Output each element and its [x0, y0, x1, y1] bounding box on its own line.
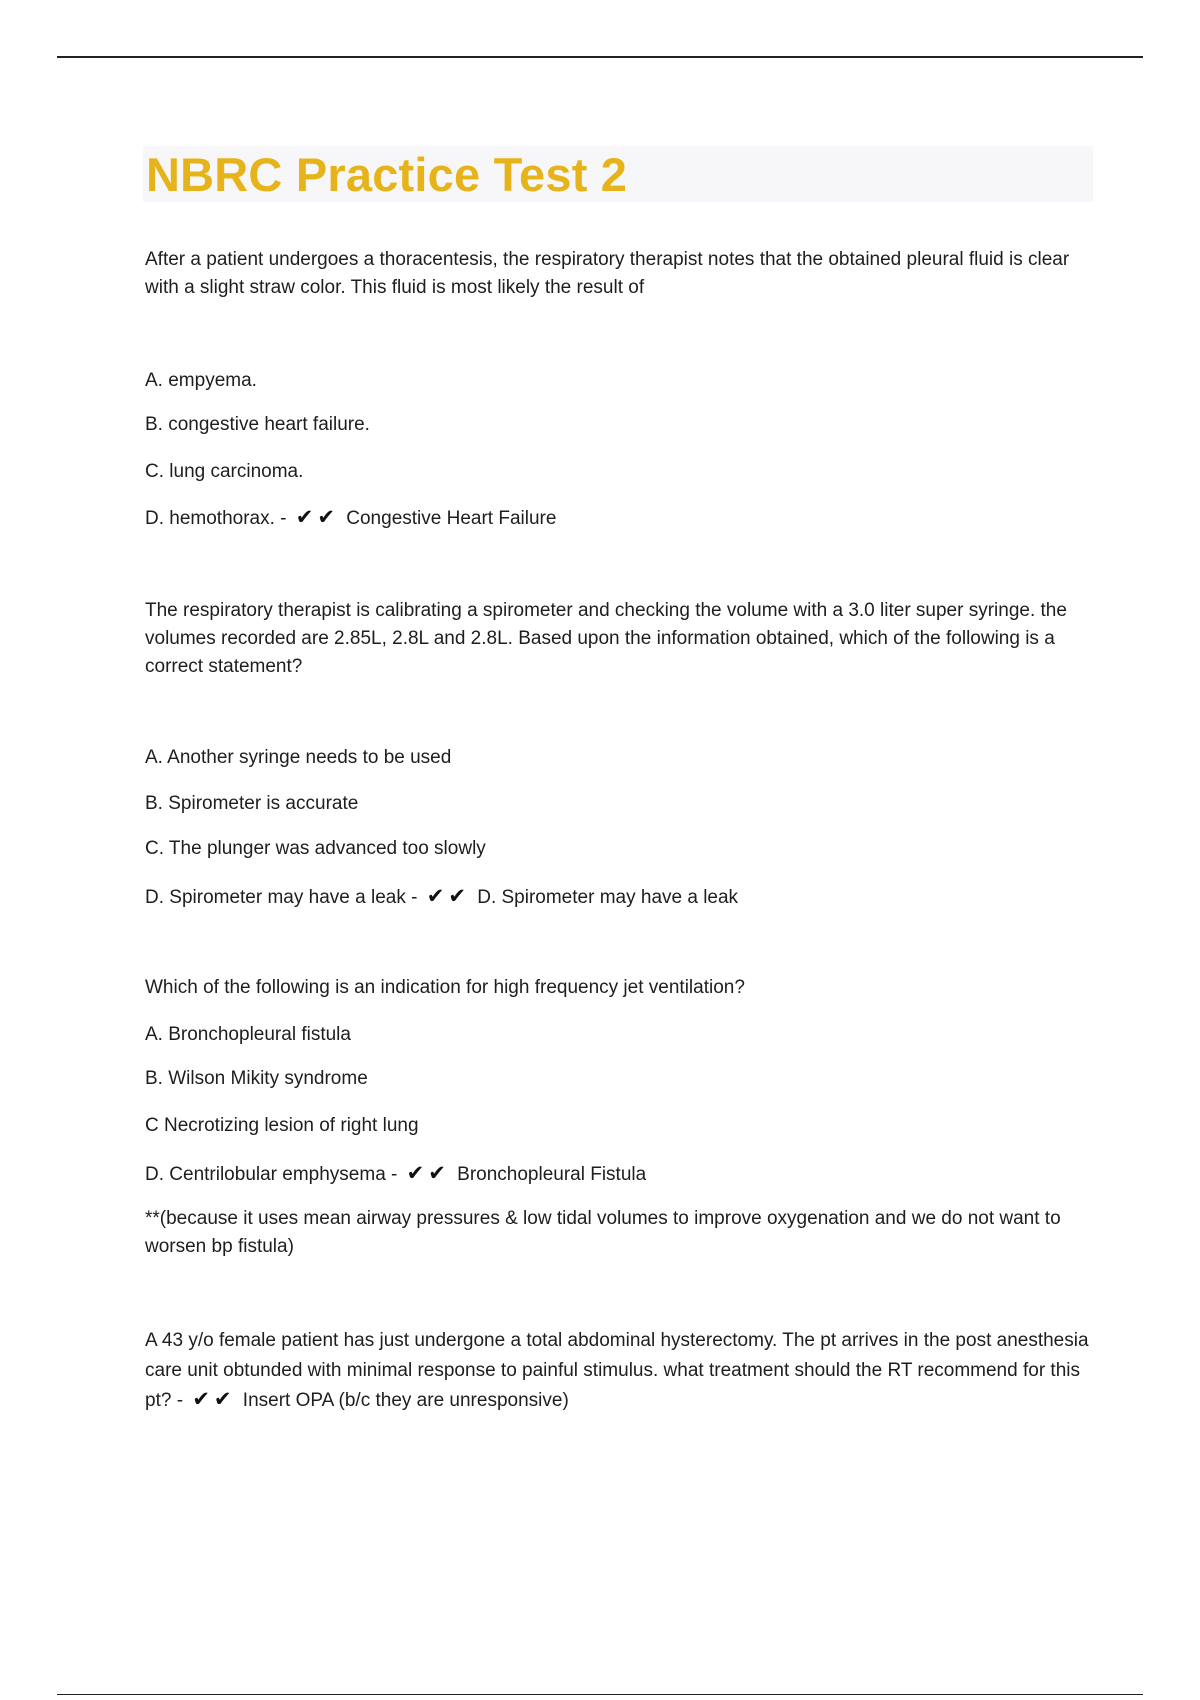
q3-option-d-line	[145, 1160, 1105, 1189]
q1-option-c: C. lung carcinoma.	[145, 461, 304, 482]
q1-option-d-line	[145, 504, 1105, 533]
q2-option-c: C. The plunger was advanced too slowly	[145, 838, 486, 859]
q1-option-d: D. hemothorax. -	[145, 508, 287, 529]
top-rule	[57, 56, 1143, 58]
page-title: NBRC Practice Test 2	[146, 148, 628, 201]
q3-option-d: D. Centrilobular emphysema -	[145, 1164, 398, 1185]
double-check-icon: ✔✔	[192, 1388, 236, 1411]
bottom-rule	[57, 1694, 1143, 1695]
q2-answer: D. Spirometer may have a leak	[477, 887, 739, 908]
q3-note: **(because it uses mean airway pressures & low tidal volumes to improve oxygenation and we do not want to worsen bp fistula)	[145, 1208, 1061, 1257]
double-check-icon: ✔✔	[295, 506, 339, 529]
double-check-icon: ✔✔	[406, 1162, 450, 1185]
q1-stem: After a patient undergoes a thoracentesis, the respiratory therapist notes that the obtained pleural fluid is clear with a slight straw color. This fluid is most likely the result of	[145, 249, 1070, 298]
q2-option-d: D. Spirometer may have a leak -	[145, 887, 418, 908]
q2-option-d-line	[145, 883, 1105, 912]
q2-stem: The respiratory therapist is calibrating a spirometer and checking the volume with a 3.0 liter super syringe. the volumes recorded are 2.85L, 2.8L and 2.8L. Based upon the information obtained, which of the following is a correct statement?	[145, 600, 1067, 677]
double-check-icon: ✔✔	[426, 885, 470, 908]
q3-option-b: B. Wilson Mikity syndrome	[145, 1068, 368, 1089]
q4-stem: A 43 y/o female patient has just undergone a total abdominal hysterectomy. The pt arrives in the post anesthesia care unit obtunded with minimal response to painful stimulus. what treatment should the RT recommend for this pt? -	[145, 1330, 1089, 1411]
q1-option-a: A. empyema.	[145, 370, 257, 391]
q3-option-a: A. Bronchopleural fistula	[145, 1024, 351, 1045]
q3-option-c: C Necrotizing lesion of right lung	[145, 1115, 419, 1136]
q1-option-b: B. congestive heart failure.	[145, 414, 370, 435]
q1-answer: Congestive Heart Failure	[346, 508, 557, 529]
q2-option-b: B. Spirometer is accurate	[145, 793, 359, 814]
q4-block	[145, 1326, 1095, 1416]
q2-option-a: A. Another syringe needs to be used	[145, 747, 452, 768]
q3-answer: Bronchopleural Fistula	[457, 1164, 647, 1185]
q4-answer: Insert OPA (b/c they are unresponsive)	[242, 1390, 569, 1411]
q3-stem: Which of the following is an indication for high frequency jet ventilation?	[145, 977, 745, 998]
